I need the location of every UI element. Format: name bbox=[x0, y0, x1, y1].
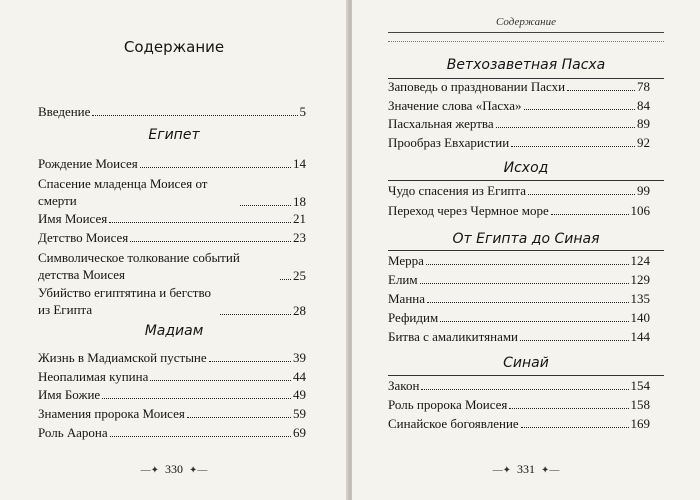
entry-title: Прообраз Евхаристии bbox=[388, 135, 510, 150]
dot-leader bbox=[421, 389, 628, 390]
toc-entry bbox=[38, 350, 306, 365]
section-rule bbox=[388, 180, 664, 181]
toc-entry bbox=[388, 116, 650, 131]
toc-entry bbox=[388, 135, 650, 150]
entry-title: Роль Аарона bbox=[38, 425, 108, 440]
section-heading-egypt-to-sinai: От Египта до Синая bbox=[452, 231, 600, 247]
entry-title: Жизнь в Мадиамской пустыне bbox=[38, 350, 207, 365]
entry-title: Переход через Чермное море bbox=[388, 203, 549, 218]
toc-entry bbox=[388, 203, 650, 218]
dot-leader bbox=[521, 427, 629, 428]
entry-title: Имя Божие bbox=[38, 387, 101, 402]
ornament-left-icon: —✦ bbox=[492, 465, 511, 476]
dot-leader bbox=[528, 194, 635, 195]
entry-page: 59 bbox=[293, 406, 306, 421]
entry-title: Значение слова «Пасха» bbox=[388, 98, 522, 113]
right-page bbox=[352, 0, 700, 500]
entry-title: Детство Моисея bbox=[38, 230, 129, 245]
dot-leader bbox=[509, 408, 628, 409]
toc-entry bbox=[38, 211, 306, 226]
ornament-right-icon: ✦— bbox=[541, 465, 560, 476]
ornament-right-icon: ✦— bbox=[189, 465, 208, 476]
entry-page: 39 bbox=[293, 350, 306, 365]
entry-page: 99 bbox=[637, 183, 650, 198]
entry-page: 44 bbox=[293, 369, 306, 384]
entry-title: Заповедь о праздновании Пасхи bbox=[388, 79, 566, 94]
entry-page: 28 bbox=[293, 303, 306, 318]
toc-entry bbox=[388, 253, 650, 268]
entry-page: 18 bbox=[293, 194, 306, 209]
entry-title: Убийство египтятина и бегство из Египта bbox=[38, 285, 212, 317]
entry-title: Рождение Моисея bbox=[38, 156, 138, 171]
page-number bbox=[0, 462, 348, 477]
toc-entry bbox=[38, 406, 306, 421]
toc-entry bbox=[38, 175, 306, 209]
dot-leader bbox=[280, 279, 291, 280]
toc-entry bbox=[388, 291, 650, 306]
ornament-left-icon: —✦ bbox=[140, 465, 159, 476]
page-number bbox=[352, 462, 700, 477]
section-heading-egypt: Египет bbox=[148, 127, 200, 143]
entry-title: Елим bbox=[388, 272, 418, 287]
dot-leader bbox=[567, 90, 635, 91]
entry-page: 140 bbox=[630, 310, 650, 325]
entry-title: Символическое толкование событий детства Моисея bbox=[38, 250, 240, 282]
dot-leader bbox=[420, 283, 629, 284]
entry-page: 14 bbox=[293, 156, 306, 171]
entry-page: 5 bbox=[299, 104, 306, 119]
dot-leader bbox=[511, 146, 635, 147]
entry-title: Пасхальная жертва bbox=[388, 116, 494, 131]
entry-title: Рефидим bbox=[388, 310, 439, 325]
toc-entry bbox=[388, 310, 650, 325]
section-rule bbox=[388, 375, 664, 376]
contents-title: Содержание bbox=[123, 38, 225, 56]
entry-page: 21 bbox=[293, 211, 306, 226]
dot-leader bbox=[130, 241, 291, 242]
dot-leader bbox=[109, 222, 291, 223]
running-head: Содержание bbox=[495, 16, 556, 28]
entry-page: 169 bbox=[630, 416, 650, 431]
entry-page: 154 bbox=[630, 378, 650, 393]
folio-number: 330 bbox=[165, 462, 183, 476]
dot-leader bbox=[220, 314, 291, 315]
toc-entry bbox=[38, 387, 306, 402]
dot-leader bbox=[140, 167, 291, 168]
entry-page: 89 bbox=[637, 116, 650, 131]
dot-leader bbox=[520, 340, 628, 341]
entry-page: 49 bbox=[293, 387, 306, 402]
entry-page: 84 bbox=[637, 98, 650, 113]
dot-leader bbox=[92, 115, 297, 116]
toc-entry bbox=[38, 284, 306, 318]
dot-leader bbox=[496, 127, 635, 128]
dot-leader bbox=[209, 361, 291, 362]
toc-entry bbox=[38, 425, 306, 440]
entry-page: 25 bbox=[293, 268, 306, 283]
dot-leader bbox=[427, 302, 628, 303]
toc-entry bbox=[388, 329, 650, 344]
toc-entry bbox=[388, 397, 650, 412]
toc-entry bbox=[388, 378, 650, 393]
toc-entry bbox=[38, 369, 306, 384]
entry-page: 23 bbox=[293, 230, 306, 245]
dot-leader bbox=[524, 109, 635, 110]
entry-page: 135 bbox=[630, 291, 650, 306]
dot-leader bbox=[440, 321, 628, 322]
left-page bbox=[0, 0, 348, 500]
dot-leader bbox=[426, 264, 629, 265]
section-heading-sinai: Синай bbox=[503, 355, 549, 371]
toc-entry-intro bbox=[38, 104, 306, 119]
dot-leader bbox=[551, 214, 629, 215]
dot-leader bbox=[150, 380, 291, 381]
folio-number: 331 bbox=[517, 462, 535, 476]
toc-entry bbox=[388, 272, 650, 287]
toc-entry bbox=[38, 230, 306, 245]
entry-title: Роль пророка Моисея bbox=[388, 397, 508, 412]
entry-title: Мерра bbox=[388, 253, 424, 268]
entry-title: Спасение младенца Моисея от смерти bbox=[38, 176, 208, 208]
entry-title: Чудо спасения из Египта bbox=[388, 183, 526, 198]
entry-title: Синайское богоявление bbox=[388, 416, 519, 431]
toc-entry bbox=[388, 183, 650, 198]
header-ornament bbox=[388, 32, 664, 42]
section-heading-madiam: Мадиам bbox=[144, 323, 204, 339]
entry-title: Манна bbox=[388, 291, 426, 306]
entry-title: Неопалимая купина bbox=[38, 369, 149, 384]
entry-title: Закон bbox=[388, 378, 420, 393]
entry-page: 106 bbox=[630, 203, 650, 218]
entry-page: 129 bbox=[630, 272, 650, 287]
toc-entry bbox=[388, 79, 650, 94]
dot-leader bbox=[102, 398, 291, 399]
entry-title: Имя Моисея bbox=[38, 211, 108, 226]
entry-page: 92 bbox=[637, 135, 650, 150]
toc-entry bbox=[38, 249, 306, 283]
entry-page: 158 bbox=[630, 397, 650, 412]
toc-entry bbox=[38, 156, 306, 171]
toc-entry bbox=[388, 98, 650, 113]
section-heading-exodus: Исход bbox=[503, 160, 549, 176]
section-rule bbox=[388, 250, 664, 251]
entry-title: Введение bbox=[38, 104, 91, 119]
dot-leader bbox=[110, 436, 291, 437]
section-heading-passover: Ветхозаветная Пасха bbox=[446, 57, 606, 73]
entry-title: Битва с амаликитянами bbox=[388, 329, 519, 344]
dot-leader bbox=[187, 417, 291, 418]
entry-title: Знамения пророка Моисея bbox=[38, 406, 185, 421]
entry-page: 144 bbox=[630, 329, 650, 344]
entry-page: 124 bbox=[630, 253, 650, 268]
entry-page: 78 bbox=[637, 79, 650, 94]
dot-leader bbox=[240, 205, 291, 206]
toc-entry bbox=[388, 416, 650, 431]
entry-page: 69 bbox=[293, 425, 306, 440]
